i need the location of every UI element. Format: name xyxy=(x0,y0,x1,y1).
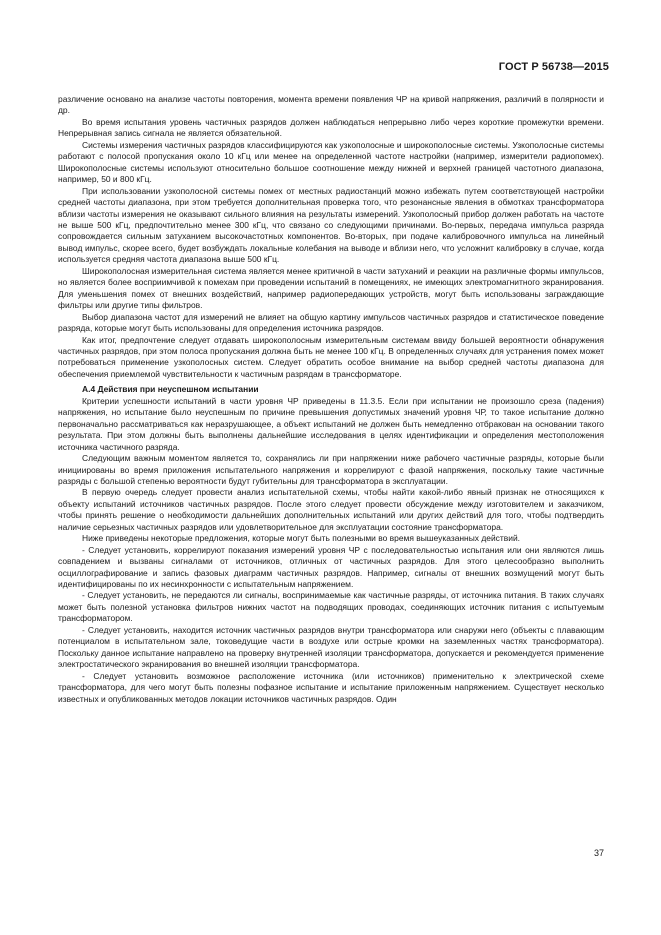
paragraph: Широкополосная измерительная система является менее критичной в части затуханий и реакции на различные формы импульсов, но является более восприимчивой к помехам при проведении испытаний в помещениях, не имеющих электромагнитного экранирования. Для уменьшения помех от внешних воздействий, например радиопередающих устройств, могут быть использованы заграждающие фильтры или другие типы фильтров. xyxy=(58,265,604,311)
list-item: - Следует установить, не передаются ли сигналы, воспринимаемые как частичные разряды, от источника питания. В таких случаях может быть полезной установка фильтров нижних частот на подводящих проводах, соединяющих источник питания с испытуемым трансформатором. xyxy=(58,590,604,624)
paragraph: Как итог, предпочтение следует отдавать широкополосным измерительным системам ввиду большей вероятности обнаружения частичных разрядов, при этом полоса пропускания должна быть не менее 100 кГц. В определенных случаях для устранения помех может потребоваться применение узкополосных систем. Следует обратить особое внимание на выбор средней частоты диапазона для обеспечения приемлемой чувствительности к частичным разрядам в трансформаторе. xyxy=(58,334,604,379)
paragraph: Ниже приведены некоторые предложения, которые могут быть полезными во время вышеуказанных действий. xyxy=(82,533,521,544)
paragraph: Выбор диапазона частот для измерений не влияет на общую картину импульсов частичных разрядов и статистическое поведение разряда, которые могут быть использованы для определения источника разрядов. xyxy=(58,311,604,334)
list-item: - Следует установить, коррелируют показания измерений уровня ЧР с последовательностью испытания или они являются лишь совпадением и вызваны сигналами от источников, отличных от частичных разрядов. Для этого целесообразно выполнить осциллографирование и запись фазовых диаграмм частичных разрядов. Например, сигналы от внешних возмущений могут быть идентифицированы по их несинхронности с испытательным напряжением. xyxy=(58,544,604,590)
document-code: ГОСТ Р 56738—2015 xyxy=(498,61,609,73)
paragraph: Во время испытания уровень частичных разрядов должен наблюдаться непрерывно либо через короткие промежутки времени. Непрерывная запись сигнала не является обязательной. xyxy=(58,116,604,139)
paragraph: При использовании узкополосной системы помех от местных радиостанций можно избежать путем соответствующей настройки средней частоты диапазона, при этом требуется дополнительная проверка того, что резонансные явления в обмотках трансформатора вблизи частоты измерения не оказывают сильного влияния на результаты измерений. Узкополосный прибор должен работать на частоте не выше 500 кГц, предпочтительно менее 300 кГц, что связано со следующими причинами. Во-первых, передача импульса разряда сопровождается сильным затуханием высокочастотных компонентов. Во-вторых, при подаче калибровочного импульса на линейный вывод импульс, скорее всего, будет возбуждать локальные колебания на выводе и вблизи него, что усложнит калибровку в случае, когда используется средняя частота диапазона выше 500 кГц. xyxy=(58,185,604,265)
paragraph: Следующим важным моментом является то, сохранялись ли при напряжении ниже рабочего частичные разряды, которые были инициированы во время приложения испытательного напряжения и коррелируют с фазой напряжения, поскольку такие частичные разряды с большой степенью вероятности будут губительны для трансформатора в эксплуатации. xyxy=(58,453,604,486)
paragraph: В первую очередь следует провести анализ испытательной схемы, чтобы найти какой-либо явный признак не относящихся к объекту испытаний источников частичных разрядов. После этого следует провести обсуждение между изготовителем и заказчиком, чтобы принять решение о необходимости дальнейших дополнительных испытаний или других действий для того, чтобы подтвердить наличие серьезных частичных разрядов или удовлетворительное для эксплуатации состояние трансформатора. xyxy=(58,487,604,532)
page-number: 37 xyxy=(593,848,604,858)
paragraph: Критерии успешности испытаний в части уровня ЧР приведены в 11.3.5. Если при испытании не произошло среза (падения) напряжения, но испытание было неуспешным по причине превышения допустимых значений уровня ЧР, то такое испытание должно первоначально рассматриваться как неразрушающее, а объект испытаний не должен быть немедленно отбракован на основании такого результата. При этом должны быть выполнены дальнейшие исследования в целях идентификации и определения местоположения источника частичного разряда. xyxy=(58,395,604,452)
paragraph: различение основано на анализе частоты повторения, момента времени появления ЧР на кривой напряжения, различий в полярности и др. xyxy=(58,94,604,116)
list-item: - Следует установить возможное расположение источника (или источников) применительно к электрической схеме трансформатора, для чего могут быть полезны пофазное испытание и испытание приложенным напряжением. Существует несколько известных и опубликованных методов локации источников частичных разрядов. Один xyxy=(58,670,604,704)
body-text xyxy=(58,94,604,705)
section-heading: А.4 Действия при неуспешном испытании xyxy=(82,384,259,395)
list-item: - Следует установить, находится источник частичных разрядов внутри трансформатора или снаружи него (объекты с плавающим потенциалом в испытательном зале, токоведущие части в воздухе или острые кромки на заземленных частях трансформатора). Поскольку данное испытание направлено на проверку внутренней изоляции трансформатора, допускается и рекомендуется применение электростатического экранирования во внешней изоляции трансформатора. xyxy=(58,624,604,670)
paragraph: Системы измерения частичных разрядов классифицируются как узкополосные и широкополосные системы. Узкополосные системы работают с полосой пропускания около 10 кГц или менее на определенной частоте настройки (например, измерители радиопомех). Широкополосные системы используют относительно большое соотношение между нижней и верхней границей частотного диапазона, например, 50 и 800 кГц. xyxy=(58,139,604,185)
